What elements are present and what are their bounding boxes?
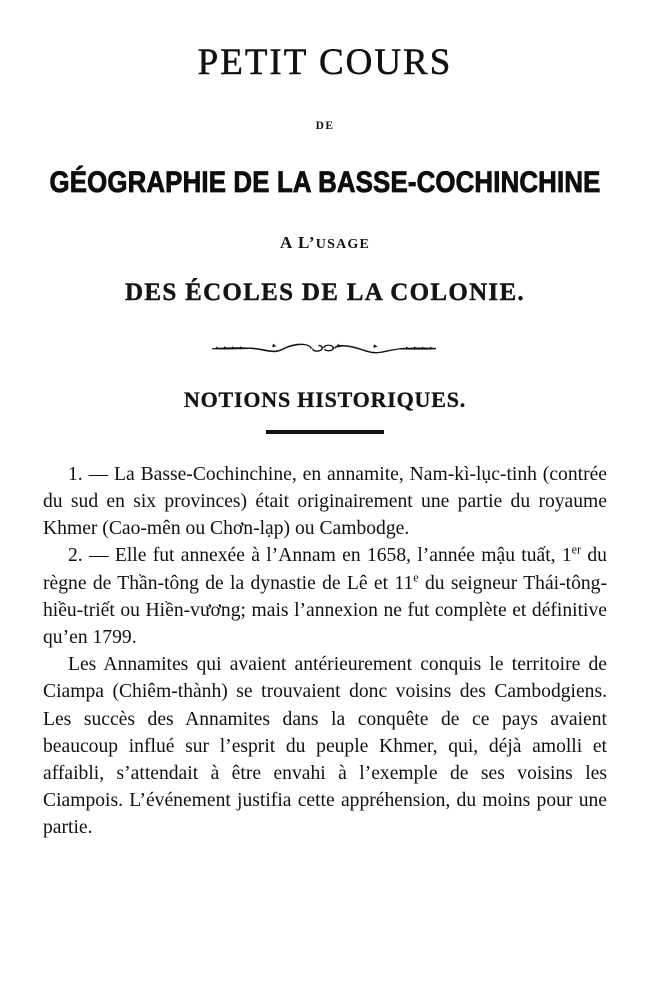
heading-rule xyxy=(266,430,384,434)
title-subject: GÉOGRAPHIE DE LA BASSE-COCHINCHINE xyxy=(49,165,601,199)
section-heading: NOTIONS HISTORIQUES. xyxy=(183,386,467,412)
paragraph-2-part-c: du seigneur Thái-tông-hiều-triết ou Hiền-vương; mais l’annexion ne fut complète et définitive qu’en 1799. xyxy=(43,572,608,649)
body-text xyxy=(43,461,607,842)
paragraph-2 xyxy=(43,542,607,651)
title-audience: DES ÉCOLES DE LA COLONIE. xyxy=(125,278,525,306)
paragraph-1: 1. — La Basse-Cochinchine, en annamite, Nam-kì-lục-tinh (contrée du sud en six provinces) était originairement une partie du royaume Khmer (Cao-mên ou Chơn-lạp) ou Cambodge. xyxy=(43,463,607,540)
paragraph-3: Les Annamites qui avaient antérieurement conquis le territoire de Ciampa (Chiêm-thành) se trouvaient donc voisins des Cambodgiens. Les succès des Annamites dans la conquête de ce pays avaient beaucoup influé sur l’esprit du peuple Khmer, qui, déjà amolli et affaibli, s’attendait à être envahi à l’exemple de ses voisins les Ciampois. L’événement justifia cette appréhension, du moins pour une partie. xyxy=(43,654,607,839)
paragraph-2-part-a: 2. — Elle fut annexée à l’Annam en 1658, l’année mậu tuất, 1 xyxy=(68,545,572,567)
ordinal-e: e xyxy=(413,570,419,585)
paragraph-2-part-b: du règne de Thần-tông de la dynastie de Lê et 11 xyxy=(43,545,607,594)
page-title: PETIT COURS xyxy=(197,42,453,83)
ornament-divider xyxy=(0,335,650,361)
title-usage-suffix: USAGE xyxy=(315,236,371,252)
title-connector-de: DE xyxy=(315,119,335,132)
title-usage-line xyxy=(0,233,650,253)
title-usage-prefix: A L xyxy=(279,232,309,252)
apostrophe-glyph: ’ xyxy=(308,232,316,252)
swash-flourish-icon xyxy=(210,335,440,359)
ordinal-er: er xyxy=(571,542,582,557)
